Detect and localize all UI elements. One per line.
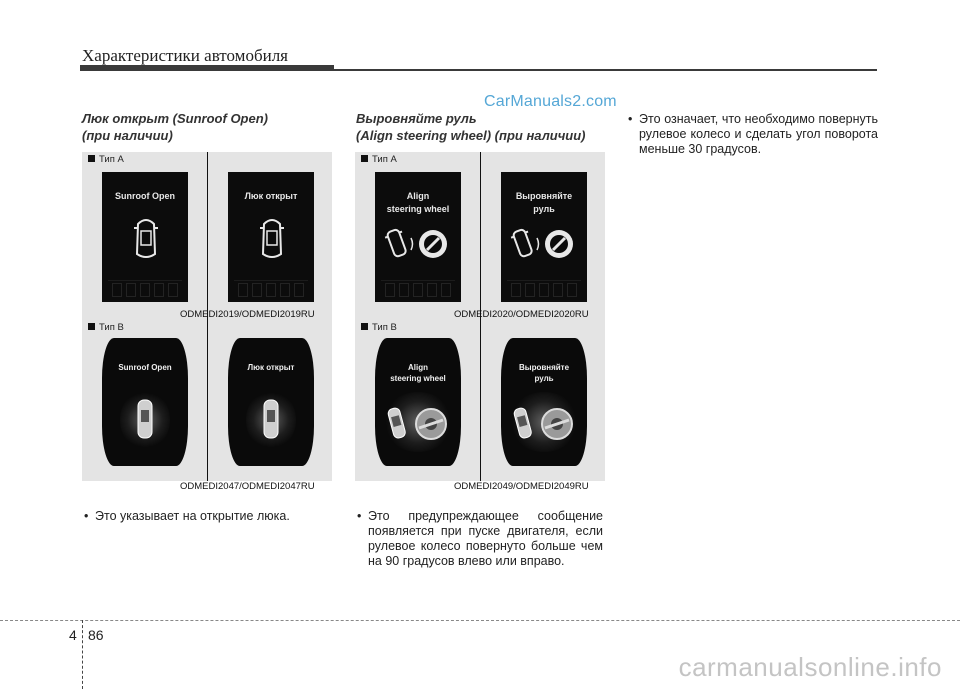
sunroof-display-ru bbox=[228, 172, 314, 302]
sunroof-display-en bbox=[102, 172, 188, 302]
steering-bullet-text: Это предупреждающее сообщение появляется при пуске двигателя, если рулевое колесо повернуто больше чем на 90 градусов влево или вправо. bbox=[368, 509, 603, 568]
square-bullet-icon bbox=[361, 155, 368, 162]
footer-divider bbox=[82, 620, 83, 689]
header-rule-thin bbox=[334, 69, 877, 71]
steering-wheel-icon bbox=[383, 224, 453, 264]
steering-caption-a: ODMEDI2020/ODMEDI2020RU bbox=[454, 309, 589, 320]
section-number: 4 bbox=[69, 627, 77, 643]
ghost-segments bbox=[381, 280, 455, 298]
car-top-view-icon bbox=[258, 214, 286, 264]
steering-display-ru-line1: Выровняйте bbox=[515, 191, 573, 201]
ghost-segments bbox=[507, 280, 581, 298]
figure-divider bbox=[207, 320, 208, 481]
right-column-bullet-text: Это означает, что необходимо повернуть рулевое колесо и сделать угол поворота меньше 30 градусов. bbox=[639, 112, 878, 156]
sunroof-type-a-label: Тип A bbox=[88, 154, 124, 165]
watermark-link[interactable]: CarManuals2.com bbox=[484, 93, 617, 110]
steering-caption-b: ODMEDI2049/ODMEDI2049RU bbox=[454, 481, 589, 492]
steering-display-en bbox=[375, 172, 461, 302]
sunroof-display-ru-text: Люк открыт bbox=[244, 191, 298, 201]
steering-title-line1: Выровняйте руль bbox=[356, 111, 477, 126]
steering-cluster-en-line2: steering wheel bbox=[390, 374, 446, 383]
steering-wheel-icon bbox=[385, 404, 451, 444]
sunroof-cluster-en-text: Sunroof Open bbox=[118, 363, 172, 372]
ghost-segments bbox=[234, 280, 308, 298]
sunroof-section-title bbox=[82, 110, 268, 144]
ghost-segments bbox=[108, 280, 182, 298]
page-header-title: Характеристики автомобиля bbox=[82, 46, 288, 65]
right-column-bullet bbox=[628, 112, 878, 157]
steering-display-ru bbox=[501, 172, 587, 302]
steering-cluster-ru-line1: Выровняйте bbox=[518, 363, 570, 372]
bullet-dot: • bbox=[357, 509, 362, 523]
header-rule-thick bbox=[80, 65, 334, 71]
footer-watermark-link[interactable]: carmanualsonline.info bbox=[678, 652, 942, 682]
steering-cluster-en bbox=[375, 338, 461, 466]
sunroof-cluster-ru-text: Люк открыт bbox=[247, 363, 295, 372]
sunroof-display-en-text: Sunroof Open bbox=[115, 191, 175, 201]
steering-figure-type-a bbox=[355, 152, 605, 320]
steering-cluster-ru bbox=[501, 338, 587, 466]
steering-wheel-icon bbox=[509, 224, 579, 264]
sunroof-figure-type-b bbox=[82, 320, 332, 481]
sunroof-caption-b: ODMEDI2047/ODMEDI2047RU bbox=[180, 481, 315, 492]
steering-cluster-en-line1: Align bbox=[408, 363, 428, 372]
sunroof-figure-type-a bbox=[82, 152, 332, 320]
figure-divider bbox=[480, 320, 481, 481]
steering-display-ru-line2: руль bbox=[533, 204, 555, 214]
steering-section-title bbox=[356, 110, 586, 144]
sunroof-bullet-text: Это указывает на открытие люка. bbox=[95, 509, 290, 523]
steering-bullet bbox=[357, 509, 603, 569]
bullet-dot: • bbox=[628, 112, 633, 126]
steering-wheel-icon bbox=[511, 404, 577, 444]
sunroof-title-line1: Люк открыт (Sunroof Open) bbox=[82, 111, 268, 126]
sunroof-type-b-label: Тип B bbox=[88, 322, 124, 333]
steering-display-en-line1: Align bbox=[406, 191, 430, 201]
sunroof-caption-a: ODMEDI2019/ODMEDI2019RU bbox=[180, 309, 315, 320]
sunroof-bullet bbox=[84, 509, 332, 524]
square-bullet-icon bbox=[88, 323, 95, 330]
steering-title-line2: (Align steering wheel) (при наличии) bbox=[356, 128, 586, 143]
figure-divider bbox=[207, 152, 208, 320]
car-top-view-icon bbox=[135, 398, 155, 440]
page-number: 86 bbox=[88, 627, 104, 643]
footer-rule bbox=[0, 620, 960, 621]
car-top-view-icon bbox=[261, 398, 281, 440]
steering-figure-type-b bbox=[355, 320, 605, 481]
sunroof-cluster-ru bbox=[228, 338, 314, 466]
bullet-dot: • bbox=[84, 509, 89, 523]
steering-type-a-label: Тип A bbox=[361, 154, 397, 165]
steering-cluster-ru-line2: руль bbox=[534, 374, 554, 383]
square-bullet-icon bbox=[361, 323, 368, 330]
steering-display-en-line2: steering wheel bbox=[386, 204, 450, 214]
square-bullet-icon bbox=[88, 155, 95, 162]
sunroof-title-line2: (при наличии) bbox=[82, 128, 173, 143]
sunroof-cluster-en bbox=[102, 338, 188, 466]
figure-divider bbox=[480, 152, 481, 320]
car-top-view-icon bbox=[132, 214, 160, 264]
steering-type-b-label: Тип B bbox=[361, 322, 397, 333]
